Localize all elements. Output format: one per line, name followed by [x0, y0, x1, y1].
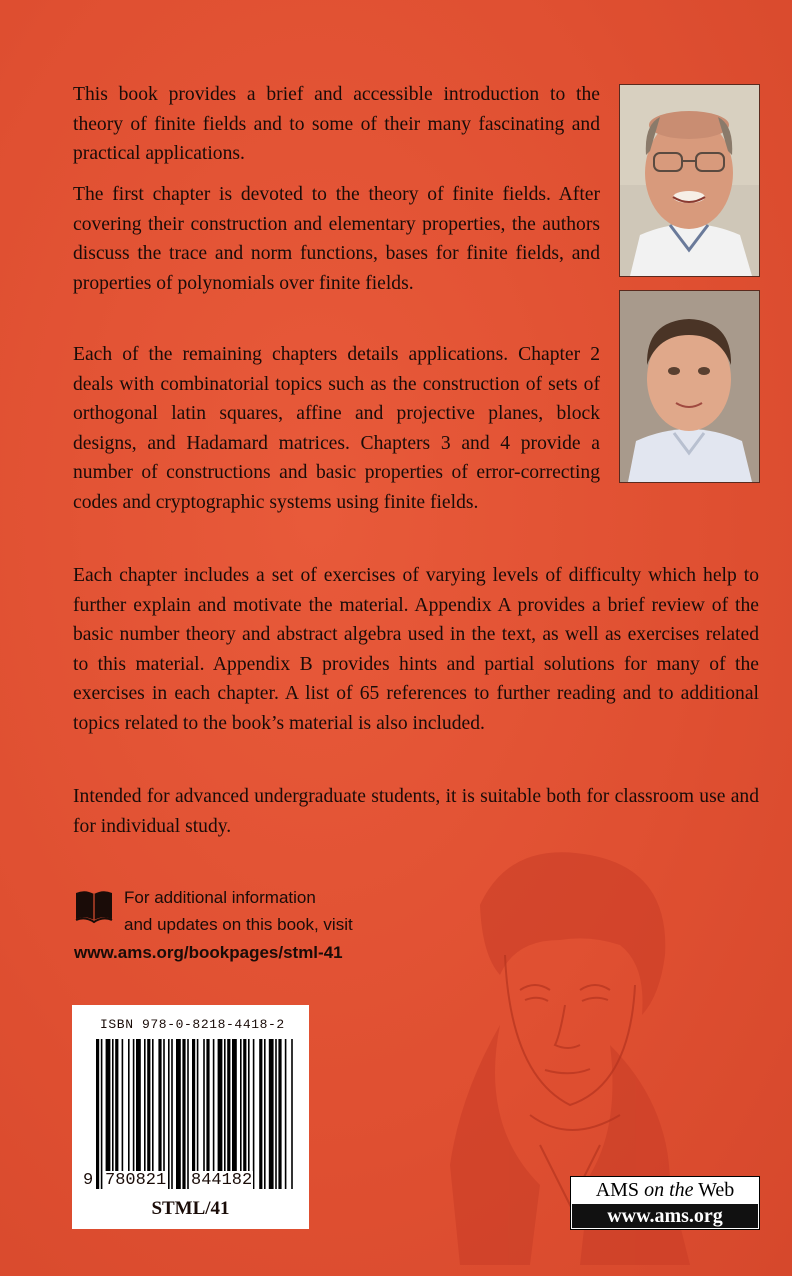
barcode-bar [168, 1039, 170, 1189]
barcode-bar [291, 1039, 293, 1189]
barcode-bar [218, 1039, 223, 1189]
barcode-bar [158, 1039, 161, 1189]
barcode-bar [285, 1039, 287, 1189]
barcode-bar [278, 1039, 281, 1189]
barcode-digits-right: 844182 [191, 1171, 253, 1190]
barcode-bar [163, 1039, 165, 1189]
barcode-bar [171, 1039, 173, 1189]
barcode-bar [224, 1039, 226, 1189]
barcode-bar [187, 1039, 189, 1189]
bookpage-url[interactable]: www.ams.org/bookpages/stml-41 [74, 943, 343, 962]
info-line-2: and updates on this book, visit [124, 915, 353, 934]
barcode-bar [232, 1039, 237, 1189]
barcode-bar [152, 1039, 154, 1189]
barcode-bar [197, 1039, 199, 1189]
barcode-bar [133, 1039, 135, 1189]
exercises-paragraph: Each chapter includes a set of exercises of varying levels of difficulty which help to further explain and motivate the material. Appendix A provides a brief review of the basic number theory and abstract algebra used in the text, as well as exercises related to this material. Appendix B provides hints and partial solutions for many of the exercises in each chapter. A list of 65 references to further reading and to additional topics related to the book’s material is also included. [73, 565, 759, 734]
barcode-bar [269, 1039, 274, 1189]
barcode-bar [213, 1039, 215, 1189]
barcode-bar [122, 1039, 124, 1189]
barcode-bar [243, 1039, 246, 1189]
info-line-1: For additional information [124, 888, 316, 907]
barcode-bar [112, 1039, 114, 1189]
barcode-bar [106, 1039, 111, 1189]
ams-logo-title: AMS on the Web [595, 1179, 735, 1201]
barcode-bar [147, 1039, 150, 1189]
barcode-bar [227, 1039, 230, 1189]
author-photo-1 [619, 84, 760, 277]
barcode-bar [240, 1039, 242, 1189]
barcode-bar [96, 1039, 99, 1189]
barcode-bar [144, 1039, 146, 1189]
barcode-bar [101, 1039, 103, 1189]
barcode-digits-left: 780821 [105, 1171, 167, 1190]
series-number: STML/41 [151, 1198, 230, 1219]
author-photo-2 [619, 290, 760, 483]
barcode-bar [203, 1039, 205, 1189]
audience-paragraph: Intended for advanced undergraduate students, it is suitable both for classroom use and for individual study. [73, 786, 759, 837]
barcode-digit-first: 9 [83, 1171, 94, 1190]
ams-logo [570, 1176, 760, 1230]
barcode-box [72, 1005, 309, 1229]
barcode-bar [275, 1039, 277, 1189]
applications-paragraph: Each of the remaining chapters details applications. Chapter 2 deals with combinatorial topics such as the construction of sets of orthogonal latin squares, affine and projective planes, block designs, and Hadamard matrices. Chapters 3 and 4 provide a number of constructions and basic properties of error-correcting codes and cryptographic systems using finite fields. [73, 344, 600, 513]
barcode-bar [136, 1039, 141, 1189]
open-book-icon [74, 889, 114, 925]
barcode-bar [128, 1039, 130, 1189]
barcode-bar [259, 1039, 262, 1189]
barcode-bar [192, 1039, 195, 1189]
barcode-bar [182, 1039, 185, 1189]
barcode-bars [96, 1039, 296, 1189]
chapter-one-paragraph: The first chapter is devoted to the theory of finite fields. After covering their construction and elementary properties, the authors discuss the trace and norm functions, bases for finite fields, and properties of polynomials over finite fields. [73, 184, 600, 294]
isbn-text: ISBN 978-0-8218-4418-2 [100, 1017, 285, 1032]
barcode-bar [248, 1039, 250, 1189]
barcode-bar [176, 1039, 181, 1189]
barcode-bar [264, 1039, 266, 1189]
intro-paragraph: This book provides a brief and accessible introduction to the theory of finite fields and to some of their many fascinating and practical applications. [73, 84, 600, 164]
barcode-bar [115, 1039, 118, 1189]
barcode-bar [206, 1039, 209, 1189]
barcode-bar [253, 1039, 255, 1189]
ams-url[interactable]: www.ams.org [572, 1204, 758, 1228]
